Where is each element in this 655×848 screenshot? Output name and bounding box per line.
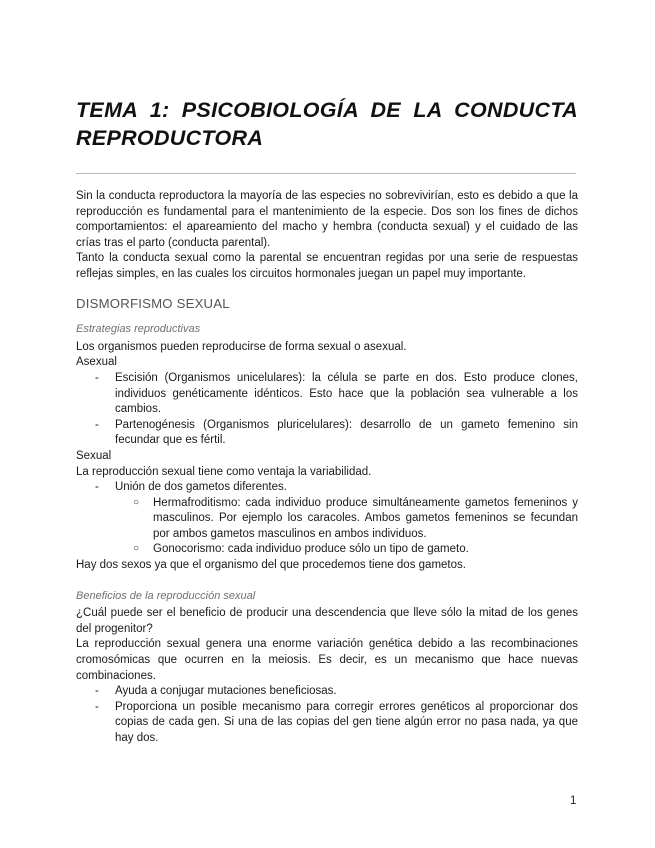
- page-number: 1: [570, 795, 577, 807]
- sexual-lead: La reproducción sexual tiene como ventaja la variabilidad.: [76, 465, 372, 478]
- dash-bullet: -: [95, 700, 99, 713]
- dash-bullet: -: [95, 481, 99, 494]
- list-item-text: Ayuda a conjugar mutaciones beneficiosas.: [115, 685, 337, 698]
- dash-bullet: -: [95, 418, 99, 431]
- list-item: [76, 480, 578, 496]
- content: [76, 189, 578, 747]
- strategies-closing: Hay dos sexos ya que el organismo del que procedemos tiene dos gametos.: [76, 559, 466, 572]
- list-item-text: Hermafroditismo: cada individuo produce simultáneamente gametos femeninos y masculinos. Por ejemplo los caracoles. Ambos gametos femeninos se fecundan por ambos gametos masculinos en ambos individuos.: [153, 496, 578, 540]
- list-item: [76, 496, 578, 543]
- title-divider: [76, 173, 576, 174]
- list-item-text: Unión de dos gametos diferentes.: [115, 481, 287, 494]
- benefits-list: [76, 684, 578, 746]
- sexual-label: Sexual: [76, 449, 112, 462]
- strategies-lead: Los organismos pueden reproducirse de forma sexual o asexual.: [76, 340, 407, 353]
- asexual-list: [76, 371, 578, 449]
- list-item: [76, 418, 578, 449]
- dash-bullet: -: [95, 371, 99, 384]
- subsection-heading-benefits: Beneficios de la reproducción sexual: [76, 589, 256, 602]
- page-title: TEMA 1: PSICOBIOLOGÍA DE LA CONDUCTA REPRODUCTORA: [76, 98, 578, 150]
- sexual-list: [76, 480, 578, 496]
- asexual-label: Asexual: [76, 356, 117, 369]
- circle-bullet: ○: [133, 496, 140, 508]
- benefits-question: ¿Cuál puede ser el beneficio de producir una descendencia que lleve sólo la mitad de los genes del progenitor?: [76, 607, 578, 635]
- list-item: [76, 371, 578, 418]
- section-heading: DISMORFISMO SEXUAL: [76, 295, 230, 311]
- intro-paragraph-2: Tanto la conducta sexual como la parental se encuentran regidas por una serie de respuestas reflejas simples, en las cuales los circuitos hormonales juegan un papel muy importante.: [76, 252, 578, 280]
- dash-bullet: -: [95, 685, 99, 698]
- intro-paragraph-1: Sin la conducta reproductora la mayoría de las especies no sobrevivirían, esto es debido a que la reproducción es fundamental para el mantenimiento de la especie. Dos son los fines de dichos comportamientos: el apareamiento del macho y hembra (conducta sexual) y el cuidado de las crías tras el parto (conducta parental).: [76, 190, 578, 249]
- sexual-sublist: [76, 496, 578, 558]
- list-item: [76, 684, 578, 700]
- list-item-text: Escisión (Organismos unicelulares): la célula se parte en dos. Esto produce clones, individuos genéticamente idénticos. Esto hace que la población sea vulnerable a los cambios.: [115, 371, 578, 416]
- list-item-text: Partenogénesis (Organismos pluricelulares): desarrollo de un gameto femenino sin fecundar que es fértil.: [115, 418, 578, 447]
- list-item-text: Proporciona un posible mecanismo para corregir errores genéticos al proporcionar dos copias de cada gen. Si una de las copias del gen tiene algún error no pasa nada, ya que hay dos.: [115, 700, 578, 744]
- circle-bullet: ○: [133, 543, 140, 555]
- list-item: [76, 700, 578, 747]
- list-item: [76, 542, 578, 558]
- subsection-heading-strategies: Estrategias reproductivas: [76, 323, 201, 336]
- benefits-explanation: La reproducción sexual genera una enorme variación genética debido a las recombinaciones cromosómicas que ocurren en la meiosis. Es decir, es un mecanismo que hace nuevas combinaciones.: [76, 638, 578, 682]
- list-item-text: Gonocorismo: cada individuo produce sólo un tipo de gameto.: [153, 543, 469, 556]
